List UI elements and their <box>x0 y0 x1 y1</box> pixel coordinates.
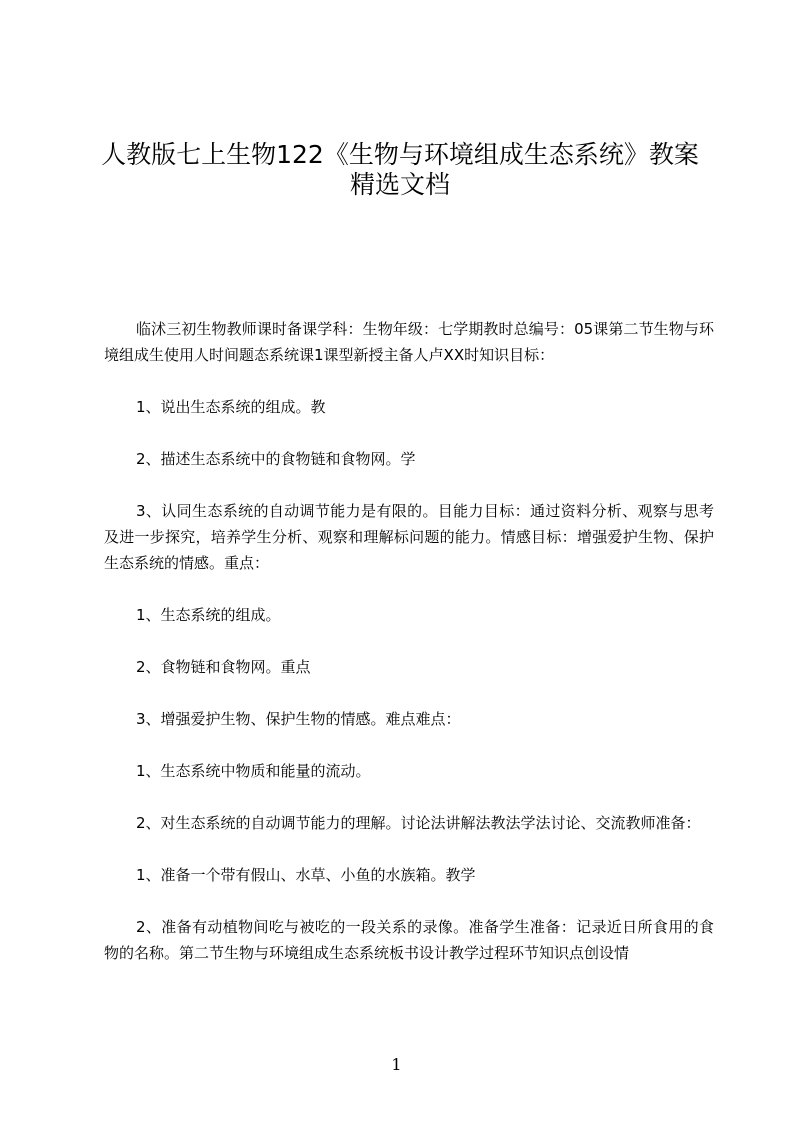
paragraph-difficulty-1: 1、生态系统中物质和能量的流动。 <box>136 762 371 780</box>
document-title: 人教版七上生物122《生物与环境组成生态系统》教案精选文档 <box>101 140 699 199</box>
page-number: 1 <box>391 1055 402 1074</box>
paragraph-teacher-prep-2: 2、准备有动植物间吃与被吃的一段关系的录像。准备学生准备：记录近日所食用的食物的名称。第二节生物与环境组成生态系统板书设计教学过程环节知识点创设情 <box>104 918 714 962</box>
paragraph-intro: 临沭三初生物教师课时备课学科：生物年级：七学期教时总编号：05课第二节生物与环境组成生使用人时间题态系统课1课型新授主备人卢XX时知识目标： <box>104 320 714 364</box>
document-body <box>104 316 714 992</box>
paragraph-teacher-prep-1: 1、准备一个带有假山、水草、小鱼的水族箱。教学 <box>136 866 476 884</box>
paragraph-key-point-1: 1、生态系统的组成。 <box>136 606 281 624</box>
paragraph-knowledge-goal-1: 1、说出生态系统的组成。教 <box>136 398 326 416</box>
paragraph-difficulty-2: 2、对生态系统的自动调节能力的理解。讨论法讲解法教法学法讨论、交流教师准备： <box>136 814 701 832</box>
paragraph-key-point-2: 2、食物链和食物网。重点 <box>136 658 311 676</box>
paragraph-knowledge-goal-3: 3、认同生态系统的自动调节能力是有限的。目能力目标：通过资料分析、观察与思考及进一步探究，培养学生分析、观察和理解标问题的能力。情感目标：增强爱护生物、保护生态系统的情感。重点： <box>104 502 714 572</box>
paragraph-knowledge-goal-2: 2、描述生态系统中的食物链和食物网。学 <box>136 450 416 468</box>
paragraph-key-point-3: 3、增强爱护生物、保护生物的情感。难点难点： <box>136 710 461 728</box>
